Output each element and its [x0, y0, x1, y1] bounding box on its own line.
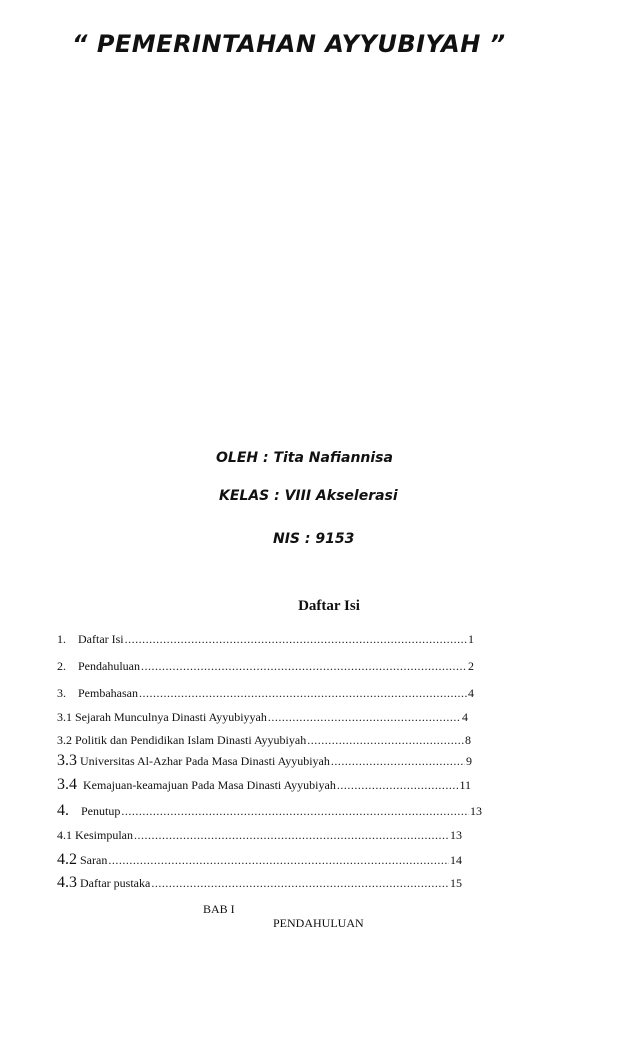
toc-number: 3.1 — [57, 710, 72, 724]
toc-leader — [337, 778, 459, 793]
toc-page: 15 — [450, 876, 462, 890]
toc-item-sejarah — [57, 710, 468, 725]
toc-item-politik — [57, 733, 471, 748]
document-title: “ PEMERINTAHAN AYYUBIYAH ” — [72, 30, 506, 58]
chapter-label: BAB I — [203, 902, 235, 916]
toc-item-penutup — [57, 802, 482, 820]
toc-page: 4 — [462, 710, 468, 724]
toc-leader — [141, 659, 467, 674]
toc-number: 1. — [57, 632, 66, 646]
toc-title: Daftar Isi — [298, 598, 360, 614]
toc-page: 14 — [450, 853, 462, 867]
toc-leader — [139, 686, 467, 701]
toc-label: Pendahuluan — [78, 659, 140, 673]
toc-number: 3.2 — [57, 733, 72, 747]
toc-label: Universitas Al-Azhar Pada Masa Dinasti Ayyubiyah — [80, 754, 330, 768]
toc-page: 9 — [466, 754, 472, 768]
toc-item-daftar-pustaka — [57, 874, 462, 892]
author-line: OLEH : Tita Nafiannisa — [216, 450, 393, 466]
toc-number: 2. — [57, 659, 66, 673]
toc-number: 3.4 — [57, 776, 77, 793]
toc-leader — [307, 733, 464, 748]
chapter-title: PENDAHULUAN — [273, 916, 364, 930]
toc-item-pembahasan — [57, 686, 474, 701]
toc-label: Kesimpulan — [75, 828, 133, 842]
toc-item-kesimpulan — [57, 828, 462, 843]
nis-line: NIS : 9153 — [273, 531, 355, 547]
toc-item-universitas — [57, 752, 472, 770]
toc-number: 4. — [57, 802, 69, 819]
toc-leader — [125, 632, 467, 647]
toc-page: 8 — [465, 733, 471, 747]
toc-number: 4.1 — [57, 828, 72, 842]
toc-label: Penutup — [81, 804, 121, 818]
toc-label: Daftar Isi — [78, 632, 124, 646]
toc-item-pendahuluan — [57, 659, 474, 674]
toc-page: 13 — [470, 804, 482, 818]
toc-page: 13 — [450, 828, 462, 842]
toc-number: 4.3 — [57, 874, 77, 891]
toc-page: 4 — [468, 686, 474, 700]
toc-page: 2 — [468, 659, 474, 673]
toc-leader — [331, 754, 465, 769]
toc-number: 3. — [57, 686, 66, 700]
toc-label: Kemajuan-keamajuan Pada Masa Dinasti Ayyubiyah — [83, 778, 336, 792]
toc-label: Sejarah Munculnya Dinasti Ayyubiyyah — [75, 710, 267, 724]
toc-leader — [268, 710, 461, 725]
toc-label: Saran — [80, 853, 108, 867]
class-line: KELAS : VIII Akselerasi — [219, 488, 398, 504]
toc-number: 4.2 — [57, 851, 77, 868]
toc-item-kemajuan — [57, 776, 471, 794]
toc-label: Politik dan Pendidikan Islam Dinasti Ayyubiyah — [75, 733, 307, 747]
toc-label: Daftar pustaka — [80, 876, 151, 890]
toc-leader — [108, 853, 449, 868]
toc-label: Pembahasan — [78, 686, 138, 700]
toc-page: 11 — [459, 778, 471, 792]
toc-item-daftar-isi — [57, 632, 474, 647]
toc-page: 1 — [468, 632, 474, 646]
toc-leader — [134, 828, 449, 843]
toc-number: 3.3 — [57, 752, 77, 769]
toc-leader — [151, 876, 449, 891]
toc-leader — [121, 804, 469, 819]
toc-item-saran — [57, 851, 462, 869]
